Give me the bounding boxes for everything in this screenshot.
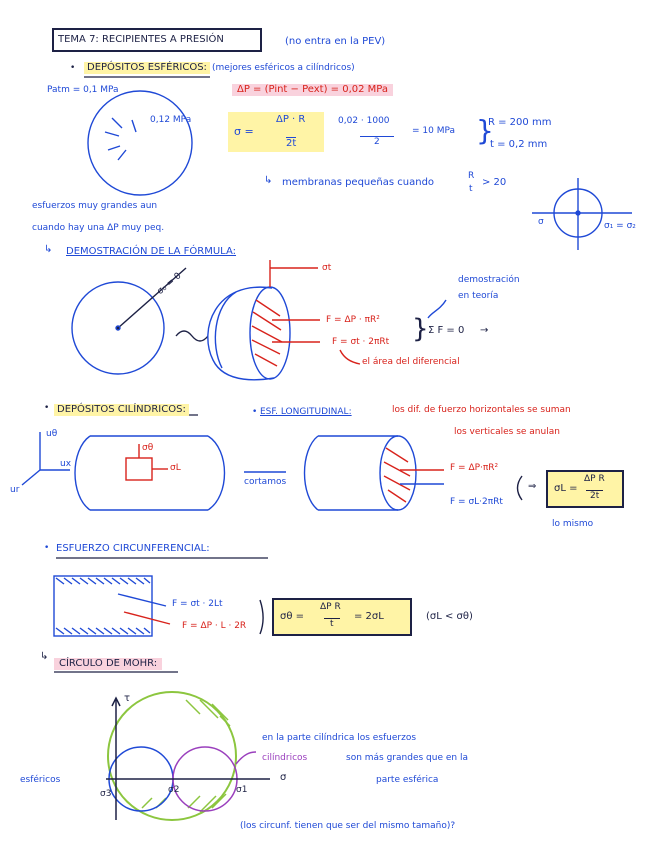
stress-note-2: cuando hay una ΔP muy peq. [32, 223, 165, 233]
arrow-glyph: ↳ [264, 175, 273, 186]
formula-den: 2t [286, 138, 297, 149]
circ-compare: (σL < σθ) [426, 611, 473, 622]
cut-label: cortamos [244, 477, 287, 487]
axis-u-x: ux [60, 459, 72, 469]
mohr-s2: σ2 [168, 785, 180, 795]
cyl-result-den: 2t [586, 490, 603, 501]
mohr-mini-sigma12: σ₁ = σ₂ [604, 221, 636, 231]
circ-force-2: F = ΔP · L · 2R [182, 621, 247, 631]
stress-note-1: esfuerzos muy grandes aun [32, 201, 158, 211]
mohr-mini [532, 178, 632, 250]
mohr-cylindrical-label: cilíndricos [262, 753, 308, 763]
demo-force-ap: F = ΔP · πR² [326, 315, 380, 325]
circ-bullet: • [44, 543, 50, 553]
cyl-result-lhs: σL = [554, 483, 578, 494]
formula-calc-num: 0,02 · 1000 [338, 116, 390, 126]
demo-note-2: en teoría [458, 291, 499, 301]
formula-calc-den: 2 [360, 136, 394, 147]
cyl-result-num: ΔP R [584, 474, 605, 484]
patm-label: Patm = 0,1 MPa [47, 85, 119, 95]
demo-equilibrium: Σ F = 0 [428, 325, 465, 336]
formula-num: ΔP · R [276, 114, 306, 125]
axis-u-theta: uθ [46, 429, 58, 439]
membranes-note: membranas pequeñas cuando [282, 177, 435, 188]
implies-arrow: ⇒ [528, 481, 537, 492]
spherical-heading: DEPÓSITOS ESFÉRICOS: [84, 62, 210, 74]
bullet-dot: • [70, 63, 76, 73]
circ-result-lhs: σθ = [280, 611, 305, 622]
demo-force-sigma: F = σt · 2πRt [332, 337, 390, 347]
demo-heading: DEMOSTRACIÓN DE LA FÓRMULA: [66, 246, 237, 257]
circ-result-tail: = 2σL [354, 611, 384, 622]
membranes-cond-num: R [468, 171, 475, 181]
t-value: t = 0,2 mm [490, 139, 548, 150]
same-note: lo mismo [552, 519, 594, 529]
mohr-diagram [106, 692, 270, 820]
mohr-note-1: en la parte cilíndrica los esfuerzos [262, 733, 417, 743]
page-title: TEMA 7: RECIPIENTES A PRESIÓN [58, 34, 224, 45]
cyl-sigma-theta: σθ [142, 443, 154, 453]
cylinder-sketch [75, 436, 286, 510]
cylindrical-heading: DEPÓSITOS CILÍNDRICOS: [54, 404, 189, 416]
mohr-note-2: son más grandes que en la [346, 753, 468, 763]
mohr-heading: CÍRCULO DE MOHR: [54, 658, 162, 670]
mohr-spherical-label: esféricos [20, 775, 61, 785]
sphere-sketch [88, 91, 192, 195]
demo-arrow-glyph: ↳ [44, 244, 53, 255]
mohr-sigma: σ [280, 772, 287, 783]
title-note: (no entra en la PEV) [285, 36, 386, 47]
demo-circle [72, 268, 208, 374]
mohr-question: (los circunf. tienen que ser del mismo tamaño)? [240, 821, 456, 831]
axis-u-r: ur [10, 485, 20, 495]
longitudinal-heading: ESF. LONGITUDINAL: [260, 407, 352, 417]
demo-note-1: demostración [458, 275, 520, 285]
brace: } [476, 114, 494, 147]
circ-result-num: ΔP R [320, 602, 341, 612]
cyl-note-1: los dif. de fuerzo horizontales se suman [392, 405, 571, 415]
circumferential-heading: ESFUERZO CIRCUNFERENCIAL: [56, 543, 210, 554]
demo-sigma0: σ₀ = 0 [155, 271, 184, 297]
mohr-mini-sigma: σ [538, 217, 544, 227]
cyl-force-1: F = ΔP·πR² [450, 463, 499, 473]
mohr-s3: σ3 [100, 789, 112, 799]
mohr-note-3: parte esférica [376, 775, 439, 785]
formula-result: = 10 MPa [412, 126, 456, 136]
spherical-heading-note: (mejores esféricos a cilíndricos) [212, 63, 355, 73]
cyl-bullet: • [44, 403, 50, 413]
demo-arrow: → [480, 325, 489, 336]
circ-force-1: F = σt · 2Lt [172, 599, 223, 609]
demo-brace: } [412, 314, 429, 344]
long-bullet: • [252, 407, 258, 417]
circ-result-den: t [324, 618, 340, 629]
delta-p: ΔP = (Pint − Pext) = 0,02 MPa [232, 84, 393, 96]
cyl-sigma-l: σL [170, 463, 181, 473]
demo-differential-note: el área del diferencial [362, 357, 460, 367]
demo-sigma-t: σt [322, 263, 332, 273]
formula-lhs: σ = [234, 125, 254, 138]
mohr-tau: τ [124, 693, 131, 704]
pressure-label: 0,12 MPa [150, 115, 192, 125]
r-value: R = 200 mm [488, 117, 552, 128]
mohr-s1: σ1 [236, 785, 248, 795]
membranes-cond-den: t [469, 184, 473, 194]
cyl-note-2: los verticales se anulan [454, 427, 560, 437]
cyl-force-2: F = σL·2πRt [450, 497, 503, 507]
membranes-cond-tail: > 20 [482, 177, 507, 188]
mohr-arrow-glyph: ↳ [40, 651, 49, 662]
